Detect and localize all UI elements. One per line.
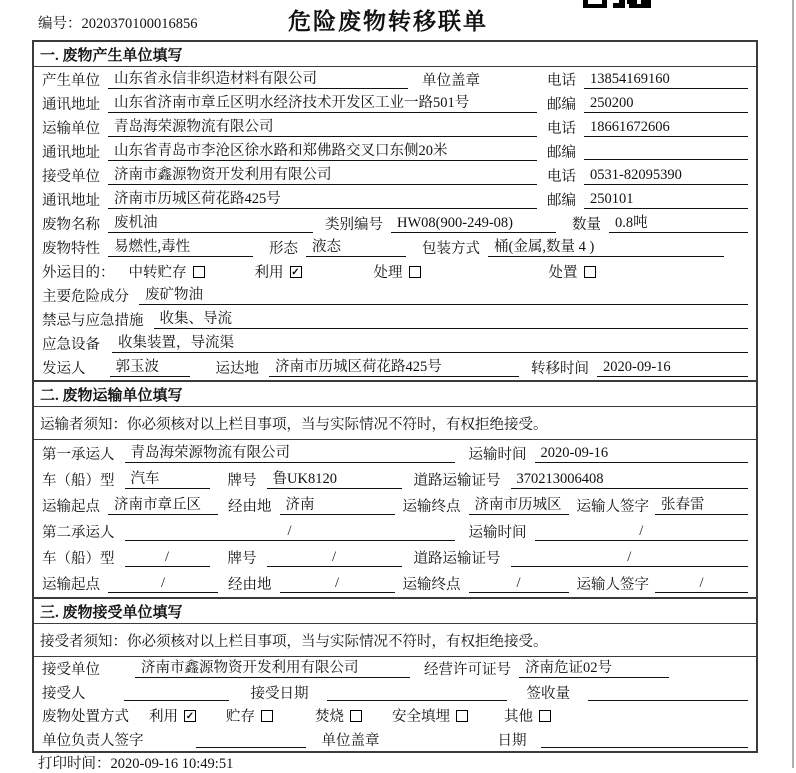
disposal-utilize-checkbox: ✓ [185, 710, 195, 722]
purpose-option-utilize-label: 利用 [254, 265, 284, 282]
terminal2-value: / [469, 574, 569, 593]
time1-label: 运输时间 [468, 446, 527, 463]
page-right-edge [792, 0, 794, 768]
transporter-label: 运输单位 [42, 120, 100, 137]
origin2-value: / [108, 574, 218, 593]
carrier1-value: 青岛海荣源物流有限公司 [125, 444, 455, 463]
vehicle1-label: 车（船）型 [42, 472, 115, 489]
plate1-label: 牌号 [227, 472, 257, 489]
hazard-value: 废矿物油 [139, 286, 748, 305]
section-producer [34, 42, 756, 380]
section-transporter-title: 二. 废物运输单位填写 [34, 382, 756, 407]
vehicle1-row [34, 466, 756, 492]
print-time-value: 2020-09-16 10:49:51 [110, 756, 234, 772]
taboo-label: 禁忌与应急措施 [42, 313, 144, 330]
phone1-value: 13854169160 [584, 70, 748, 89]
destination-value: 济南市历城区荷花路425号 [269, 358, 519, 377]
disposal-option-other-label: 其他 [504, 709, 533, 726]
carrier2-label: 第二承运人 [42, 525, 115, 542]
transporter-address-row [34, 139, 756, 163]
license-label: 经营许可证号 [424, 662, 511, 679]
vehicle1-value: 汽车 [125, 470, 210, 489]
permit2-value: / [511, 548, 749, 567]
receipt-amount-label: 签收量 [526, 685, 570, 702]
section-producer-title: 一. 废物产生单位填写 [34, 42, 756, 67]
receiving-date-label: 接受日期 [250, 685, 309, 702]
trait-label: 废物特性 [42, 241, 100, 258]
time1-value: 2020-09-16 [535, 444, 749, 463]
disposal-option-utilize [149, 705, 196, 726]
transfer-time-value: 2020-09-16 [597, 358, 748, 377]
transfer-time-label: 转移时间 [531, 361, 589, 378]
permit1-label: 道路运输证号 [413, 472, 501, 489]
pack-label: 包装方式 [422, 241, 480, 258]
sign1-value: 张春雷 [655, 496, 748, 515]
disposal-option-store [226, 705, 273, 726]
route1-row [34, 492, 756, 518]
plate2-label: 牌号 [227, 551, 257, 568]
vehicle2-label: 车（船）型 [42, 551, 115, 568]
receiver-notice: 接受者须知：你必须核对以上栏目事项，当与实际情况不符时，有权拒绝接受。 [34, 624, 756, 657]
destination-label: 运达地 [215, 361, 259, 378]
doc-number-value: 2020370100016856 [81, 16, 198, 32]
qty-label: 数量 [572, 217, 601, 233]
phone3-value: 0531-82095390 [584, 166, 748, 185]
disposal-other-checkbox [539, 710, 551, 722]
zip3-label: 邮编 [547, 192, 576, 209]
purpose-option-treat [374, 261, 421, 282]
phone2-label: 电话 [547, 120, 576, 137]
addr2-label: 通讯地址 [42, 144, 100, 161]
equipment-row [34, 332, 756, 356]
disposal-incinerate-checkbox [350, 710, 362, 722]
via1-value: 济南 [280, 496, 395, 515]
section-transporter [34, 380, 756, 597]
producer-left [42, 69, 547, 90]
vehicle2-row [34, 545, 756, 571]
equipment-label: 应急设备 [42, 337, 100, 354]
license-value: 济南危证02号 [519, 659, 669, 678]
phone1-label: 电话 [547, 72, 576, 89]
receiver-left [42, 165, 547, 186]
purpose-option-transit-storage-label: 中转贮存 [128, 265, 187, 282]
receiving-unit-value: 济南市鑫源物资开发利用有限公司 [135, 659, 410, 678]
date2-label: 日期 [497, 732, 527, 749]
pack-value: 桶(金属,数量 4 ) [488, 238, 724, 257]
carrier1-row [34, 440, 756, 466]
carrier1-label: 第一承运人 [42, 446, 115, 463]
purpose-option-utilize [255, 261, 302, 282]
disposal-option-store-label: 贮存 [226, 709, 255, 726]
addr2-value: 山东省青岛市李沧区徐水路和郑佛路交叉口东侧20米 [108, 142, 537, 161]
receipt-amount-value [588, 683, 748, 701]
qty-value: 0.8吨 [609, 214, 748, 233]
purpose-option-dispose [549, 261, 596, 282]
transporter-address-left [42, 141, 547, 162]
qr-code-fragment [583, 0, 653, 9]
vehicle2-value: / [125, 548, 210, 567]
route2-row [34, 571, 756, 597]
disposal-option-other [504, 705, 551, 726]
print-time-label: 打印时间： [38, 756, 111, 772]
receiver-label: 接受单位 [42, 168, 100, 185]
transporter-value: 青岛海荣源物流有限公司 [108, 118, 537, 137]
waste-trait-row [34, 236, 756, 260]
purpose-row [34, 260, 756, 284]
carrier2-value: / [125, 522, 455, 541]
utilize-checkbox: ✓ [291, 266, 300, 278]
dispose-checkbox [584, 266, 596, 278]
disposal-option-incinerate-label: 焚烧 [315, 709, 344, 726]
receiving-person-value [124, 683, 229, 701]
origin1-label: 运输起点 [42, 498, 100, 515]
transit-storage-checkbox [193, 266, 205, 278]
plate2-value: / [267, 548, 402, 567]
disposal-method-label: 废物处置方式 [42, 709, 129, 726]
disposal-option-landfill-label: 安全填埋 [392, 709, 450, 726]
via2-value: / [280, 574, 395, 593]
shipper-row [34, 356, 756, 380]
producer-label: 产生单位 [42, 72, 100, 89]
addr3-label: 通讯地址 [42, 192, 100, 209]
shipper-label: 发运人 [42, 361, 86, 378]
trait-value: 易燃性,毒性 [108, 238, 253, 257]
producer-address-row [34, 91, 756, 115]
taboo-value: 收集、导流 [154, 310, 749, 329]
doc-number-label: 编号： [38, 16, 82, 32]
receiving-unit-row [34, 657, 756, 681]
origin2-label: 运输起点 [42, 577, 100, 594]
disposal-store-checkbox [261, 710, 273, 722]
receiving-unit-label: 接受单位 [42, 662, 100, 679]
carrier2-row [34, 519, 756, 545]
receiving-person-label: 接受人 [42, 685, 86, 702]
zip2-label: 邮编 [547, 144, 576, 161]
addr3-value: 济南市历城区荷花路425号 [108, 190, 537, 209]
taboo-row [34, 308, 756, 332]
waste-name-row [34, 211, 756, 235]
disposal-option-utilize-label: 利用 [149, 709, 178, 726]
phone3-label: 电话 [547, 168, 576, 185]
receiving-person-row [34, 681, 756, 705]
producer-address-left [42, 93, 547, 114]
receiver-address-row [34, 187, 756, 211]
purpose-option-transit-storage [129, 261, 205, 282]
zip1-value: 250200 [584, 94, 748, 113]
sign1-label: 运输人签字 [576, 498, 649, 515]
head-signature-row [34, 728, 756, 752]
purpose-label: 外运目的： [42, 265, 115, 282]
via1-label: 经由地 [228, 498, 272, 515]
permit2-label: 道路运输证号 [413, 551, 501, 568]
date2-value [541, 730, 749, 748]
terminal1-value: 济南市历城区 [469, 496, 569, 515]
producer-value: 山东省永信非织造材料有限公司 [108, 70, 408, 89]
category-value: HW08(900-249-08) [391, 214, 556, 233]
plate1-value: 鲁UK8120 [267, 470, 402, 489]
transfer-manifest-form [32, 40, 758, 753]
purpose-option-treat-label: 处理 [373, 265, 403, 282]
section-receiver-title: 三. 废物接受单位填写 [34, 599, 756, 624]
print-time [38, 752, 233, 773]
sign2-label: 运输人签字 [576, 577, 649, 594]
disposal-option-landfill [392, 705, 468, 726]
addr1-label: 通讯地址 [42, 96, 100, 113]
head-signature-value [196, 730, 306, 748]
receiver-address-left [42, 189, 547, 210]
producer-row [34, 67, 756, 91]
waste-name-value: 废机油 [108, 214, 313, 233]
waste-name-label: 废物名称 [42, 217, 100, 233]
zip1-label: 邮编 [547, 96, 576, 113]
shipper-value: 郭玉波 [110, 358, 190, 377]
via2-label: 经由地 [228, 577, 272, 594]
zip3-value: 250101 [584, 190, 748, 209]
receiver-value: 济南市鑫源物资开发利用有限公司 [108, 166, 537, 185]
sign2-value: / [655, 574, 748, 593]
phone2-value: 18661672606 [584, 118, 748, 137]
addr1-value: 山东省济南市章丘区明水经济技术开发区工业一路501号 [108, 94, 537, 113]
transporter-left [42, 117, 547, 138]
receiving-date-value [327, 683, 507, 701]
disposal-method-row [34, 704, 756, 728]
purpose-option-dispose-label: 处置 [548, 265, 578, 282]
disposal-landfill-checkbox [456, 710, 468, 722]
origin1-value: 济南市章丘区 [108, 496, 218, 515]
time2-label: 运输时间 [468, 525, 527, 542]
receiver-row [34, 163, 756, 187]
unit-seal-label: 单位盖章 [422, 72, 480, 89]
time2-value: / [535, 522, 749, 541]
section-receiver [34, 597, 756, 751]
permit1-value: 370213006408 [511, 470, 749, 489]
category-label: 类别编号 [325, 217, 383, 233]
terminal2-label: 运输终点 [402, 577, 461, 594]
disposal-option-incinerate [315, 705, 362, 726]
transporter-notice: 运输者须知：你必须核对以上栏目事项，当与实际情况不符时，有权拒绝接受。 [34, 407, 756, 440]
zip2-value [584, 142, 748, 160]
hazard-label: 主要危险成分 [42, 289, 129, 306]
form-value: 液态 [306, 238, 406, 257]
transporter-row [34, 115, 756, 139]
unit-seal2-label: 单位盖章 [321, 732, 380, 749]
equipment-value: 收集装置，导流渠 [112, 334, 748, 353]
terminal1-label: 运输终点 [402, 498, 461, 515]
head-signature-label: 单位负责人签字 [42, 732, 144, 749]
form-label: 形态 [269, 241, 298, 258]
hazard-row [34, 284, 756, 308]
page-title: 危险废物转移联单 [288, 9, 488, 34]
treat-checkbox [409, 266, 421, 278]
